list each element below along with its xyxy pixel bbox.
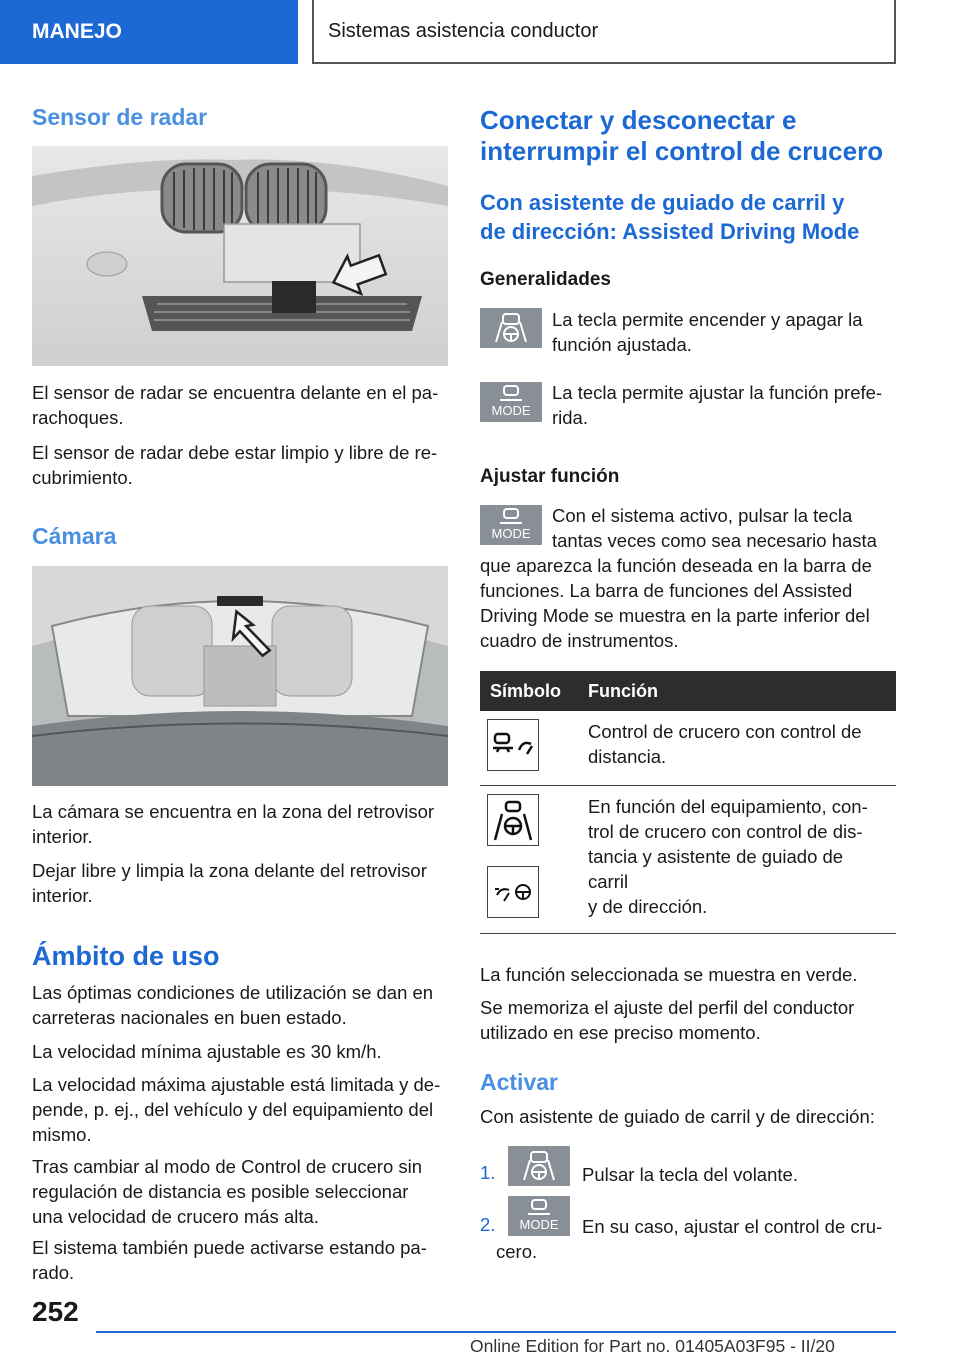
main-title: Conectar y desconectar e interrumpir el control de crucero — [480, 105, 884, 166]
camera-p1: La cámara se encuentra en la zona del retrovisor interior. — [32, 801, 435, 847]
after-p2: Se memoriza el ajuste del perfil del conductor utilizado en ese preciso momento. — [480, 997, 855, 1043]
table-row — [480, 711, 896, 786]
radar-p2: El sensor de radar debe estar limpio y libre de re- cubrimiento. — [32, 442, 438, 488]
acc-steering-small-icon — [487, 866, 539, 918]
row2-text: En función del equipamiento, con- trol de crucero con control de dis- tancia y asistente de guiado de carril y de dirección. — [578, 786, 896, 934]
svg-text:MODE: MODE — [491, 526, 531, 541]
scope-p4: Tras cambiar al modo de Control de crucero sin regulación de distancia es posible seleccionar una velocidad de crucero más alta. — [32, 1156, 423, 1227]
scope-title: Ámbito de uso — [32, 941, 220, 971]
table-row — [480, 786, 896, 934]
scope-p5: El sistema también puede activarse estando pa- rado. — [32, 1237, 427, 1283]
step-2-number: 2. — [480, 1214, 496, 1235]
step-1-number: 1. — [480, 1162, 496, 1183]
camera-p2: Dejar libre y limpia la zona delante del retrovisor interior. — [32, 860, 427, 906]
activate-intro: Con asistente de guiado de carril y de dirección: — [480, 1106, 875, 1127]
radar-p1: El sensor de radar se encuentra delante en el pa- rachoques. — [32, 382, 439, 428]
mode-key-icon-2 — [480, 505, 542, 545]
step-2-text-a: En su caso, ajustar el control de cru- — [582, 1216, 883, 1237]
radar-title: Sensor de radar — [32, 104, 208, 130]
acc-distance-icon — [487, 719, 539, 771]
svg-text:MODE: MODE — [491, 403, 531, 418]
step-2-text-b: cero. — [496, 1241, 538, 1262]
svg-text:MODE: MODE — [519, 1217, 559, 1232]
step-2-mode-key-icon — [508, 1196, 570, 1236]
general-k1: La tecla permite encender y apagar la función ajustada. — [552, 309, 863, 355]
mode-key-icon — [480, 382, 542, 422]
scope-p2: La velocidad mínima ajustable es 30 km/h. — [32, 1041, 382, 1062]
step-1-text: Pulsar la tecla del volante. — [582, 1164, 798, 1185]
assist-key-icon — [480, 308, 542, 348]
after-p1: La función seleccionada se muestra en verde. — [480, 964, 858, 985]
camera-image — [32, 566, 448, 786]
adjust-title: Ajustar función — [480, 466, 620, 487]
scope-p3: La velocidad máxima ajustable está limitada y de- pende, p. ej., del vehículo y del equipamiento del mismo. — [32, 1074, 441, 1145]
row1-text: Control de crucero con control de distancia. — [578, 711, 896, 786]
chapter-header — [312, 0, 896, 64]
chapter-label: Sistemas asistencia conductor — [328, 19, 599, 42]
page-number: 252 — [32, 1296, 79, 1327]
general-k2: La tecla permite ajustar la función prefe- rida. — [552, 382, 883, 428]
table-header-row — [480, 671, 896, 711]
adjust-p-b: que aparezca la función deseada en la barra de funciones. La barra de funciones del Assisted Driving Mode se muestra en la parte inferior del cuadro de instrumentos. — [480, 555, 872, 651]
footer-edition: Online Edition for Part no. 01405A03F95 - II/20 — [470, 1336, 835, 1356]
scope-p1: Las óptimas condiciones de utilización se dan en carreteras nacionales en buen estado. — [32, 982, 434, 1028]
radar-sensor-image — [32, 146, 448, 366]
activate-title: Activar — [480, 1069, 558, 1095]
step-1-assist-key-icon — [508, 1146, 570, 1186]
footer-rule — [96, 1331, 896, 1333]
adjust-p-a: Con el sistema activo, pulsar la tecla tantas veces como sea necesario hasta — [552, 505, 877, 551]
sub-title: Con asistente de guiado de carril y de dirección: Assisted Driving Mode — [480, 190, 860, 244]
general-title: Generalidades — [480, 269, 611, 290]
function-table — [480, 671, 896, 934]
col-symbol-header: Símbolo — [480, 671, 578, 711]
section-tab — [0, 0, 298, 64]
acc-steering-icon — [487, 794, 539, 846]
section-label: MANEJO — [32, 20, 122, 43]
col-function-header: Función — [578, 671, 896, 711]
camera-title: Cámara — [32, 523, 117, 549]
